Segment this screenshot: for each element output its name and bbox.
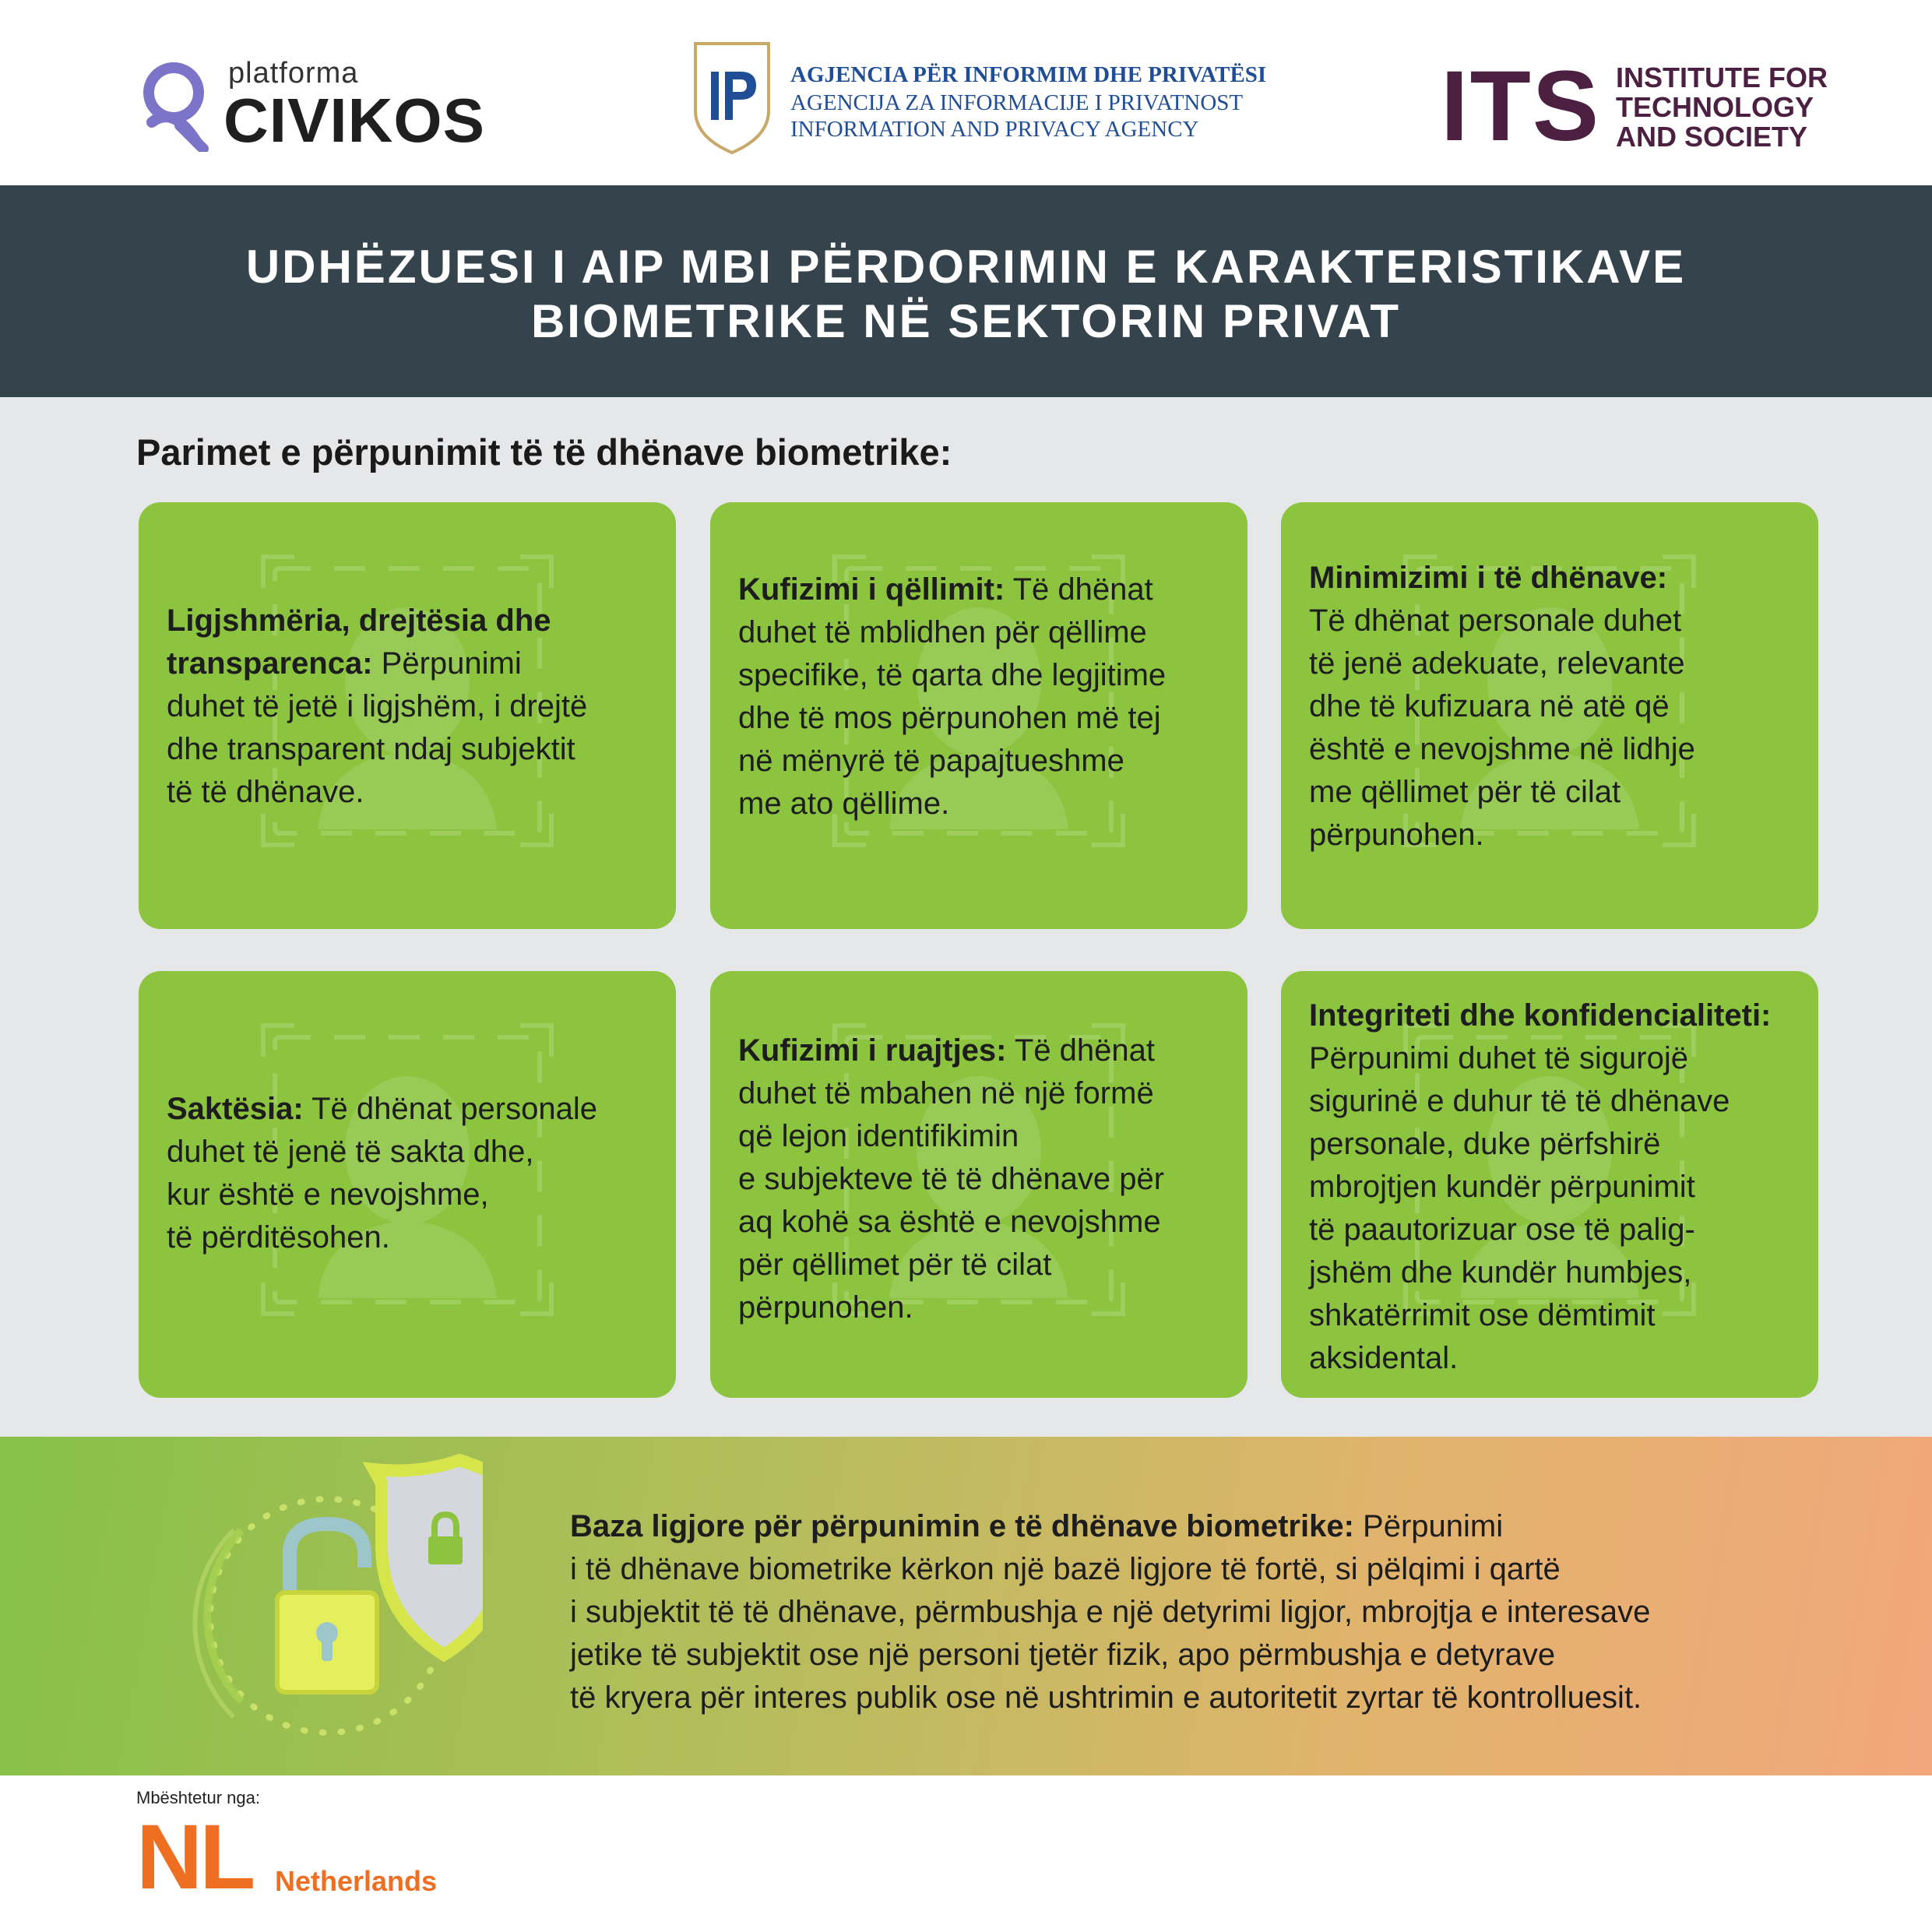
legal-basis-line: jetike të subjektit ose një personi tjetër fizik, apo përmbushja e detyrave [570, 1638, 1556, 1672]
nl-letters: NL [136, 1806, 253, 1909]
principle-line: Kufizimi i ruajtjes: Të dhënat [738, 1033, 1156, 1068]
principle-card [1281, 971, 1818, 1398]
netherlands-logo [136, 1806, 463, 1909]
principle-card [139, 971, 676, 1398]
principle-line: e subjekteve të të dhënave për [738, 1162, 1165, 1196]
principle-line: përpunohen. [738, 1290, 913, 1325]
principle-line: në mënyrë të papajtueshme [738, 744, 1124, 778]
principle-line: Ligjshmëria, drejtësia dhe [167, 604, 551, 638]
principle-line: Saktësia: Të dhënat personale [167, 1092, 597, 1126]
principle-line: specifike, të qarta dhe legjitime [738, 658, 1167, 692]
shield-lock-icon [374, 1460, 483, 1655]
legal-basis-line: Baza ligjore për përpunimin e të dhënave biometrike: Përpunimi [570, 1509, 1504, 1543]
principle-card [1281, 502, 1818, 929]
page-title-line-2: BIOMETRIKE NË SEKTORIN PRIVAT [530, 295, 1402, 347]
principle-line: transparenca: Përpunimi [167, 646, 522, 681]
civikos-logo [136, 51, 494, 160]
principle-line: duhet të mbahen në një formë [738, 1076, 1154, 1110]
its-logo [1441, 51, 1830, 162]
aip-name-serbian: AGENCIJA ZA INFORMACIJE I PRIVATNOST [790, 90, 1244, 115]
principle-line: dhe transparent ndaj subjektit [167, 732, 575, 766]
principle-line: sigurinë e duhur të të dhënave [1309, 1084, 1730, 1118]
principle-line: me ato qëllime. [738, 787, 950, 821]
legal-basis-line: i subjektit të të dhënave, përmbushja e një detyrimi ligjor, mbrojtja e interesave [570, 1595, 1651, 1629]
page-title-line-1: UDHËZUESI I AIP MBI PËRDORIMIN E KARAKTERISTIKAVE [245, 241, 1687, 293]
nl-word: Netherlands [275, 1865, 438, 1897]
principle-line: kur është e nevojshme, [167, 1177, 489, 1212]
principle-line: personale, duke përfshirë [1309, 1127, 1661, 1161]
its-line-2: TECHNOLOGY [1616, 91, 1814, 123]
principle-line: përpunohen. [1309, 818, 1484, 852]
principle-line: Integriteti dhe konfidencialiteti: [1309, 998, 1772, 1033]
principle-line: duhet të jenë të sakta dhe, [167, 1135, 534, 1169]
principle-line: duhet të mblidhen për qëllime [738, 615, 1147, 649]
aip-name-albanian: AGJENCIA PËR INFORMIM DHE PRIVATËSI [790, 62, 1267, 87]
principle-line: është e nevojshme në lidhje [1309, 732, 1695, 766]
supported-by-label: Mbështetur nga: [136, 1788, 260, 1807]
principle-line: dhe të kufizuara në atë që [1309, 689, 1670, 723]
civikos-small-text: platforma [228, 57, 359, 90]
principle-line: mbrojtjen kundër përpunimit [1309, 1170, 1695, 1204]
its-line-1: INSTITUTE FOR [1616, 62, 1828, 93]
principle-line: të përditësohen. [167, 1220, 390, 1255]
its-line-3: AND SOCIETY [1616, 121, 1808, 153]
principle-line: të jenë adekuate, relevante [1309, 646, 1685, 681]
aip-shield-icon [689, 39, 775, 156]
principle-text [167, 1088, 676, 1259]
principle-text [738, 1029, 1248, 1329]
principle-line: Minimizimi i të dhënave: [1309, 561, 1668, 595]
principle-line: aq kohë sa është e nevojshme [738, 1205, 1161, 1239]
principle-line: Përpunimi duhet të sigurojë [1309, 1041, 1688, 1075]
principle-line: të paautorizuar ose të palig- [1309, 1212, 1695, 1247]
legal-basis-text [570, 1505, 1909, 1719]
principle-card [710, 502, 1248, 929]
principle-line: që lejon identifikimin [738, 1119, 1019, 1153]
principle-text [167, 600, 676, 814]
aip-name-english: INFORMATION AND PRIVACY AGENCY [790, 117, 1199, 142]
title-banner [0, 185, 1932, 397]
aip-logo [689, 39, 1281, 156]
section-heading: Parimet e përpunimit të të dhënave biometrike: [136, 431, 952, 473]
principle-text [1309, 994, 1818, 1380]
legal-basis-line: të kryera për interes publik ose në ushtrimin e autoritetit zyrtar të kontrolluesit. [570, 1680, 1642, 1715]
principle-line: Të dhënat personale duhet [1309, 604, 1682, 638]
principle-text [738, 568, 1248, 825]
legal-basis-line: i të dhënave biometrike kërkon një bazë ligjore të fortë, si pëlqimi i qartë [570, 1552, 1561, 1586]
principle-line: aksidental. [1309, 1341, 1459, 1375]
its-acronym: ITS [1441, 51, 1601, 162]
principle-line: dhe të mos përpunohen më tej [738, 701, 1161, 735]
principle-line: me qëllimet për të cilat [1309, 775, 1621, 809]
principle-card [139, 502, 676, 929]
principle-line: jshëm dhe kundër humbjes, [1309, 1255, 1692, 1290]
principle-text [1309, 557, 1818, 857]
principle-card [710, 971, 1248, 1398]
open-padlock-icon [277, 1524, 377, 1692]
principle-line: për qëllimet për të cilat [738, 1248, 1052, 1282]
principle-line: të të dhënave. [167, 775, 364, 809]
civikos-name: CIVIKOS [223, 86, 485, 155]
civikos-mark-icon [136, 51, 222, 152]
principle-line: shkatërrimit ose dëmtimit [1309, 1298, 1656, 1332]
principle-line: duhet të jetë i ligjshëm, i drejtë [167, 689, 588, 723]
security-illustration [0, 1437, 483, 1775]
principle-line: Kufizimi i qëllimit: Të dhënat [738, 572, 1153, 607]
